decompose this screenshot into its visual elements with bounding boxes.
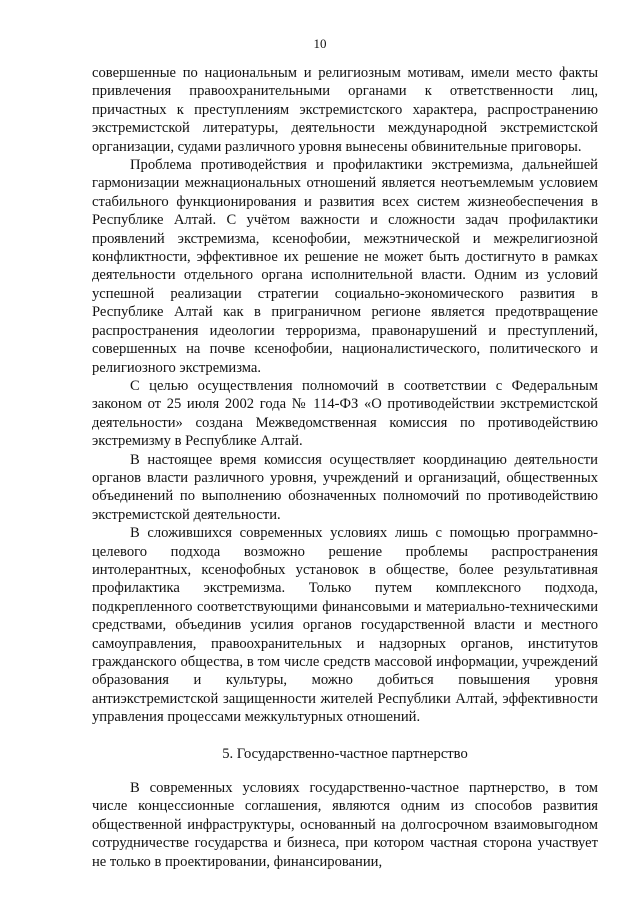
page-number: 10 bbox=[313, 36, 327, 51]
document-body bbox=[92, 64, 598, 871]
paragraph-program-approach: В сложившихся современных условиях лишь с помощью программно-целевого подхода возможно решение проблемы распространения интолерантных, ксенофобных установок в обществе, более результативная профилактика экстремизма. Только путем комплексного подхода, подкрепленного соответствующими финансовыми и материально-техническими средствами, объединив усилия органов государственной власти и местного самоуправления, правоохранительных и надзорных органов, институтов гражданского общества, в том числе средств массовой информации, учреждений образования и культуры, можно добиться повышения уровня антиэкстремистской защищенности жителей Республики Алтай, эффективности управления процессами межкультурных отношений. bbox=[92, 525, 598, 726]
paragraph-continuation: совершенные по национальным и религиозным мотивам, имели место факты привлечения правоохранительными органами к ответственности лиц, причастных к преступлениям экстремистского характера, распространению экстремистской литературы, деятельности международной экстремистской организации, судами различного уровня вынесены обвинительные приговоры. bbox=[92, 65, 598, 155]
paragraph-commission-coordination: В настоящее время комиссия осуществляет координацию деятельности органов власти различного уровня, учреждений и организаций, общественных объединений по выполнению обозначенных полномочий по противодействию экстремистской деятельности. bbox=[92, 451, 598, 523]
paragraph-public-private-partnership: В современных условиях государственно-частное партнерство, в том числе концессионные соглашения, являются одним из способов развития общественной инфраструктуры, основанный на долгосрочном взаимовыгодном сотрудничестве государства и бизнеса, при котором частная сторона участвует не только в проектировании, финансировании, bbox=[92, 780, 598, 870]
paragraph-extremism-problem: Проблема противодействия и профилактики экстремизма, дальнейшей гармонизации межнациональных отношений является неотъемлемым условием стабильного функционирования и развития всех систем жизнеобеспечения в Республике Алтай. С учётом важности и сложности задач профилактики проявлений экстремизма, ксенофобии, межэтнической и межрелигиозной конфликтности, эффективное их решение не может быть достигнуто в рамках деятельности отдельного органа исполнительной власти. Одним из условий успешной реализации стратегии социально-экономического развития в Республике Алтай как в приграничном регионе является предотвращение распространения идеологии терроризма, правонарушений и преступлений, совершенных на почве ксенофобии, националистического, политического и религиозного экстремизма. bbox=[92, 157, 598, 376]
paragraph-federal-law: С целью осуществления полномочий в соответствии с Федеральным законом от 25 июля 2002 года № 114-ФЗ «О противодействии экстремистской деятельности» создана Межведомственная комиссия по противодействию экстремизму в Республике Алтай. bbox=[92, 377, 598, 450]
section-heading: 5. Государственно-частное партнерство bbox=[222, 745, 468, 762]
